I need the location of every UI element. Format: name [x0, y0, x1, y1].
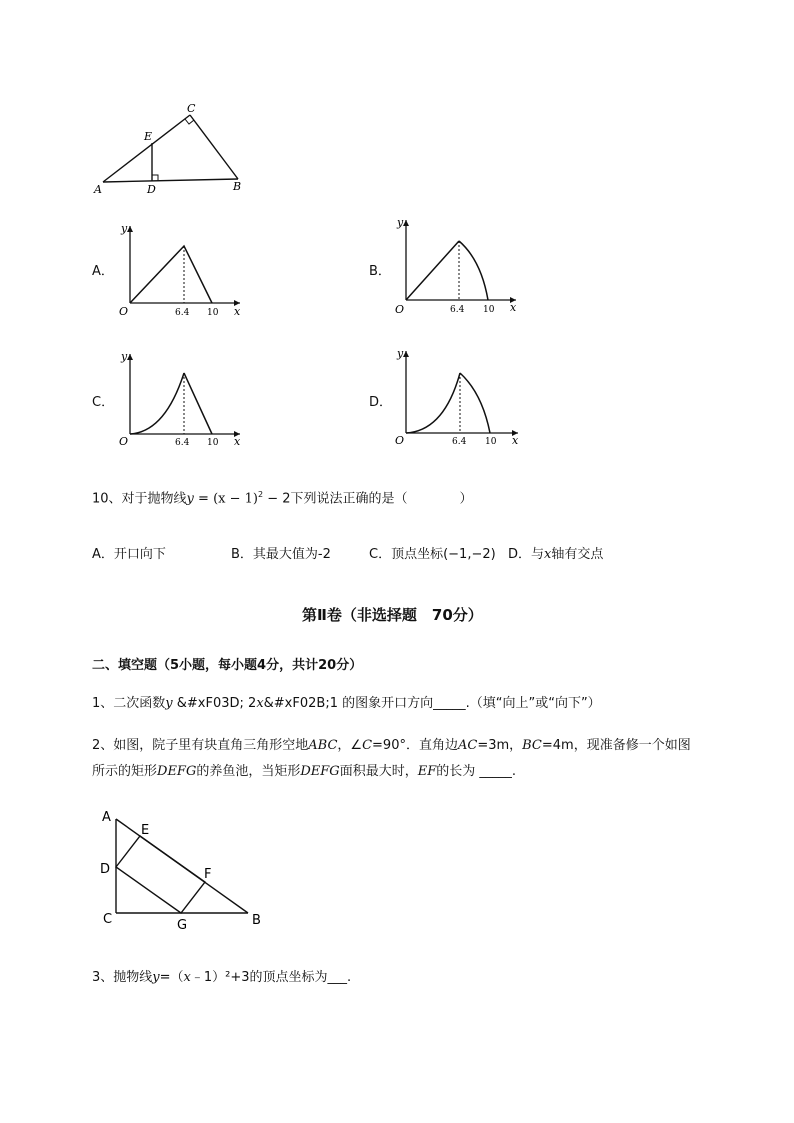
- option-c-label: C．: [92, 395, 115, 410]
- y-axis-label: y: [121, 222, 128, 235]
- label-A: A: [102, 810, 111, 825]
- q10-option-d: D．与x轴有交点: [508, 547, 604, 562]
- tick-6-4: 6.4: [175, 438, 190, 448]
- graph-option-b: [386, 212, 526, 317]
- label-F: F: [204, 867, 212, 882]
- option-a-label: A．: [92, 264, 114, 279]
- label-E: E: [141, 823, 150, 838]
- fill-question-2-line-1: 2、如图，院子里有块直角三角形空地ABC，∠C=90°．直角边AC=3m，BC=4m，现准备修一个如图: [92, 738, 691, 753]
- q10-option-b: B．其最大值为-2: [231, 547, 331, 562]
- tick-10: 10: [207, 438, 219, 448]
- origin-label: O: [119, 305, 129, 318]
- fill-in-heading: 二、填空题（5小题，每小题4分，共计20分）: [92, 658, 363, 673]
- label-B: B: [233, 180, 242, 193]
- triangle-figure-1: [90, 100, 260, 200]
- tick-10: 10: [483, 305, 495, 315]
- fill-question-2-line-2: 所示的矩形DEFG的养鱼池，当矩形DEFG面积最大时，EF的长为 _____.: [92, 764, 516, 779]
- label-B: B: [252, 913, 261, 928]
- fill-question-1: 1、二次函数y &#xF03D; 2x&#xF02B;1 的图象开口方向_____.（填“向上”或“向下”）: [92, 696, 601, 711]
- y-axis-label: y: [397, 347, 404, 360]
- option-b-label: B．: [369, 264, 391, 279]
- label-D: D: [100, 862, 111, 877]
- label-C: C: [103, 912, 113, 927]
- section-2-title: 第Ⅱ卷（非选择题 70分）: [302, 606, 483, 624]
- label-E: E: [144, 130, 153, 143]
- label-C: C: [187, 102, 196, 115]
- graph-option-d: [386, 343, 526, 448]
- formula-body: (x − 1): [213, 491, 258, 507]
- graph-option-c: [110, 346, 250, 451]
- origin-label: O: [395, 303, 405, 316]
- q10-option-c: C．顶点坐标(−1,−2): [369, 547, 496, 562]
- tick-6-4: 6.4: [450, 305, 465, 315]
- tick-10: 10: [207, 308, 219, 318]
- q10-option-a: A．开口向下: [92, 547, 166, 562]
- question-10: 10、对于抛物线$y = (x - 1)^2 - 2$下列说法正确的是（ ）: [92, 490, 473, 507]
- triangle-figure-2: [95, 805, 275, 935]
- question-10-number: 10、对于抛物线: [92, 491, 187, 507]
- tick-6-4: 6.4: [175, 308, 190, 318]
- graph-option-a: [110, 218, 250, 323]
- origin-label: O: [395, 434, 405, 447]
- origin-label: O: [119, 435, 129, 448]
- x-axis-label: x: [512, 434, 519, 447]
- option-d-label: D．: [369, 395, 393, 410]
- y-axis-label: y: [397, 216, 404, 229]
- x-axis-label: x: [234, 435, 241, 448]
- x-axis-label: x: [234, 305, 241, 318]
- label-D: D: [147, 183, 156, 196]
- x-axis-label: x: [510, 301, 517, 314]
- question-10-text: 下列说法正确的是（ ）: [290, 491, 473, 507]
- tick-10: 10: [485, 437, 497, 447]
- label-A: A: [94, 183, 102, 196]
- tick-6-4: 6.4: [452, 437, 467, 447]
- label-G: G: [177, 918, 188, 933]
- fill-question-3: 3、抛物线y=（x﹣1）²+3的顶点坐标为___.: [92, 970, 352, 985]
- y-axis-label: y: [121, 350, 128, 363]
